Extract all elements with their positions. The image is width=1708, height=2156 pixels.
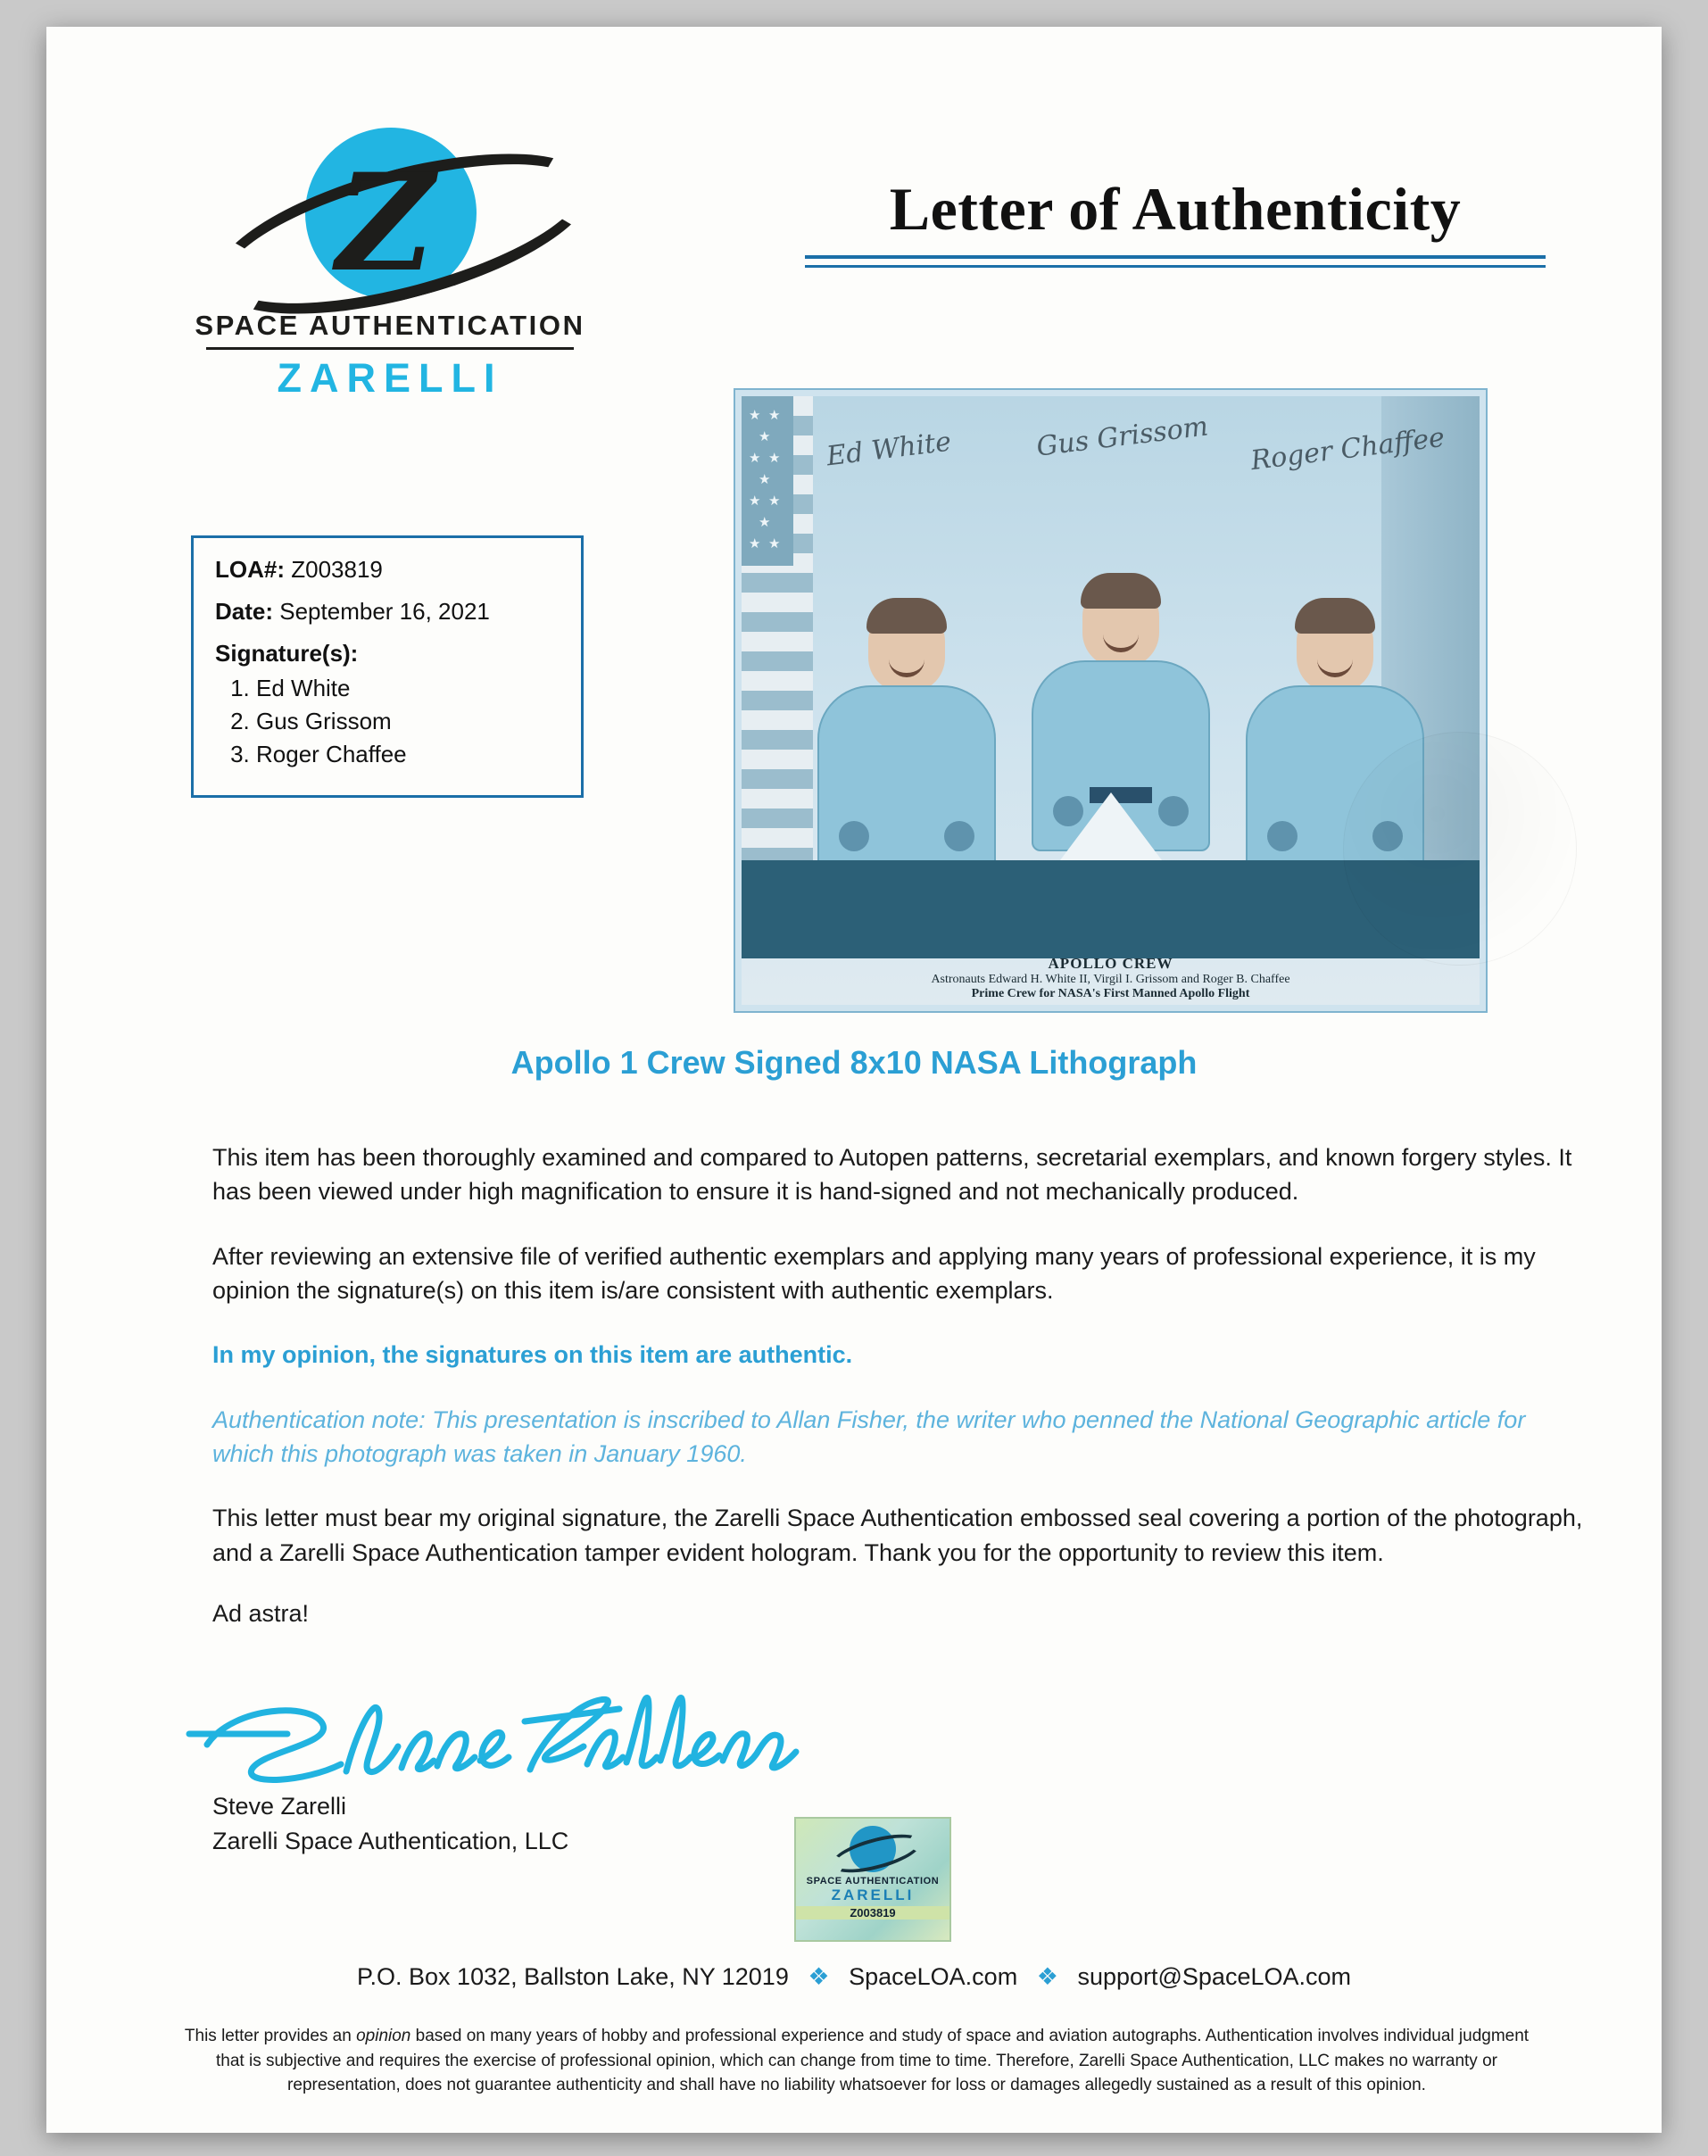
autograph-ed-white: Ed White xyxy=(825,426,953,473)
hologram-line2: ZARELLI xyxy=(831,1886,915,1903)
document-page xyxy=(46,27,1662,2133)
footer-address: P.O. Box 1032, Ballston Lake, NY 12019 xyxy=(357,1963,789,1990)
signer-company: Zarelli Space Authentication, LLC xyxy=(212,1828,569,1855)
legal-disclaimer xyxy=(178,2024,1535,2098)
loa-info-box xyxy=(191,535,584,798)
logo-line1: SPACE AUTHENTICATION xyxy=(195,310,585,341)
diamond-icon: ❖ xyxy=(808,1963,830,1990)
signer-block xyxy=(212,1789,568,1859)
page-title-block xyxy=(805,175,1546,268)
title-rule-bottom xyxy=(805,265,1546,268)
company-logo xyxy=(180,120,600,402)
loa-date-label: Date: xyxy=(215,598,274,625)
embossed-seal xyxy=(1343,732,1577,966)
footer-email[interactable]: support@SpaceLOA.com xyxy=(1077,1963,1351,1990)
signatures-label: Signature(s): xyxy=(215,640,359,667)
disclaimer-part-a: This letter provides an xyxy=(184,2027,357,2045)
opinion-statement: In my opinion, the signatures on this item are authentic. xyxy=(212,1341,853,1369)
autograph-gus-grissom: Gus Grissom xyxy=(1034,410,1210,463)
signoff-text: Ad astra! xyxy=(212,1599,310,1627)
title-rule-top xyxy=(805,255,1546,259)
z-monogram-icon: Z xyxy=(336,145,431,302)
loa-number-label: LOA#: xyxy=(215,556,285,583)
footer-contact xyxy=(46,1963,1662,1991)
list-item: 1. Ed White xyxy=(256,675,560,702)
paragraph-1: This item has been thoroughly examined and compared to Autopen patterns, secretarial exemplars, and known forgery styles. It has been viewed under high magnification to ensure it is hand-signed and not mechanically produced. xyxy=(212,1144,1572,1206)
handwritten-signature xyxy=(180,1682,858,1798)
authentication-note: Authentication note: This presentation is inscribed to Allan Fisher, the writer who penned the National Geographic article for which this photograph was taken in January 1960. xyxy=(212,1406,1526,1467)
disclaimer-part-b: based on many years of hobby and professional experience and study of space and aviation autographs. Authentication involves individual judgment that is subjective and requires the exercise of professional opinion, which can change from time to time. Therefore, Zarelli Space Authentication, LLC makes no warranty or representation, does not guarantee authenticity and shall have no liability whatsoever for loss or damages allegedly sustained as a result of this opinion. xyxy=(216,2027,1530,2095)
paragraph-3: This letter must bear my original signature, the Zarelli Space Authentication embossed seal covering a portion of the photograph, and a Zarelli Space Authentication tamper evident hologram. Thank you for the opportunity to review this item. xyxy=(212,1505,1583,1566)
photo-caption-line2: Astronauts Edward H. White II, Virgil I. Grissom and Roger B. Chaffee xyxy=(931,973,1290,986)
autograph-roger-chaffee: Roger Chaffee xyxy=(1248,421,1447,477)
loa-date-value: September 16, 2021 xyxy=(279,598,490,625)
letter-body xyxy=(212,1140,1588,1628)
loa-date-row xyxy=(215,598,560,626)
signatures-list xyxy=(215,675,560,768)
photo-caption xyxy=(742,955,1480,1001)
logo-line2: ZARELLI xyxy=(277,355,503,401)
list-item: 2. Gus Grissom xyxy=(256,708,560,735)
hologram-planet-icon xyxy=(850,1826,896,1872)
loa-number-row xyxy=(215,556,560,584)
photo-caption-line3: Prime Crew for NASA's First Manned Apollo Flight xyxy=(971,987,1250,1000)
diamond-icon: ❖ xyxy=(1036,1963,1058,1990)
footer-website[interactable]: SpaceLOA.com xyxy=(849,1963,1018,1990)
astronaut-white xyxy=(813,603,1000,871)
hologram-line1: SPACE AUTHENTICATION xyxy=(806,1876,940,1886)
item-title: Apollo 1 Crew Signed 8x10 NASA Lithograph xyxy=(510,1044,1198,1081)
loa-number-value: Z003819 xyxy=(291,556,383,583)
logo-divider xyxy=(206,347,574,350)
capsule-model-icon xyxy=(1052,792,1170,871)
page-title: Letter of Authenticity xyxy=(889,175,1462,243)
paragraph-2: After reviewing an extensive file of verified authentic exemplars and applying many years of professional experience, it is my opinion the signature(s) on this item is/are consistent with authentic exemplars. xyxy=(212,1242,1536,1304)
logo-mark-icon xyxy=(180,120,600,317)
hologram-serial: Z003819 xyxy=(796,1906,949,1920)
hologram-sticker xyxy=(794,1817,951,1942)
photo-caption-title: APOLLO CREW xyxy=(1048,955,1173,972)
list-item: 3. Roger Chaffee xyxy=(256,741,560,768)
disclaimer-emphasis: opinion xyxy=(356,2027,411,2045)
signer-name: Steve Zarelli xyxy=(212,1793,347,1820)
us-flag-icon: ★ ★ ★ ★ ★ ★ ★ ★ ★ ★ ★ xyxy=(742,396,813,896)
